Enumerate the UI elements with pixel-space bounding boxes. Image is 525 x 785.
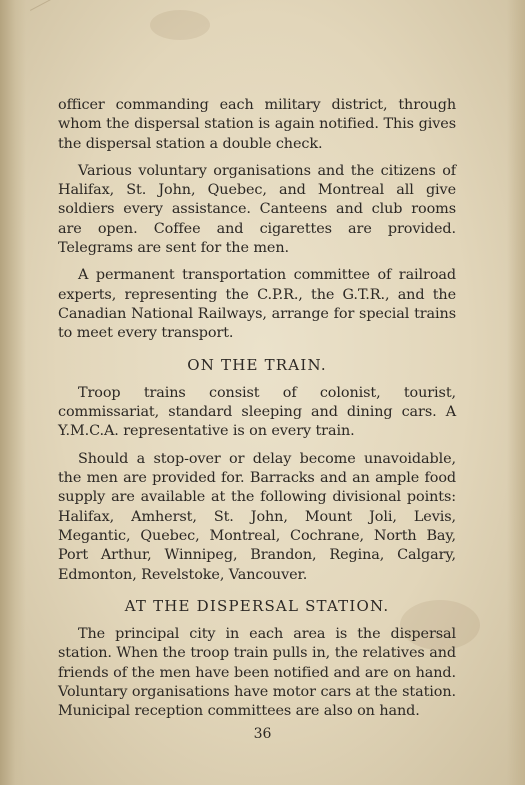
paragraph: Should a stop-over or delay become unavoidable, the men are provided for. Barracks and an ample food supply are available at the following divisional points: Halifax, Amherst, St. John, Mount Joli, Levis, Megantic, Quebec, Montreal, Cochrane, North Bay, Port Arthur, Winnipeg, Brandon, Regina, Calgary, Edmonton, Revelstoke, Vancouver. bbox=[58, 450, 456, 583]
paragraph: Various voluntary organisations and the citizens of Halifax, St. John, Quebec, and Montreal all give soldiers every assistance. Canteens and club rooms are open. Coffee and cigarettes are provided. Telegrams are sent for the men. bbox=[58, 162, 456, 257]
paper-crease bbox=[30, 0, 138, 64]
paragraph: Troop trains consist of colonist, tourist, commissariat, standard sleeping and dining cars. A Y.M.C.A. representative is on every train. bbox=[58, 384, 456, 440]
page-number: 36 bbox=[253, 726, 272, 742]
paragraph: A permanent transportation committee of railroad experts, representing the C.P.R., the G.T.R., and the Canadian National Railways, arrange for special trains to meet every transport. bbox=[58, 267, 456, 342]
paper-stain bbox=[150, 10, 210, 40]
section-heading: ON THE TRAIN. bbox=[187, 355, 327, 374]
page-gutter bbox=[0, 0, 26, 785]
paragraph: The principal city in each area is the dispersal station. When the troop train pulls in, the relatives and friends of the men have been notified and are on hand. Voluntary organisations have motor cars at the station. Municipal reception committees are also on hand. bbox=[58, 626, 456, 720]
section-heading: AT THE DISPERSAL STATION. bbox=[124, 596, 390, 615]
body-text bbox=[58, 96, 456, 730]
paragraph: officer commanding each military district, through whom the dispersal station is again notified. This gives the dispersal station a double check. bbox=[58, 97, 456, 152]
page-edge bbox=[507, 0, 525, 785]
